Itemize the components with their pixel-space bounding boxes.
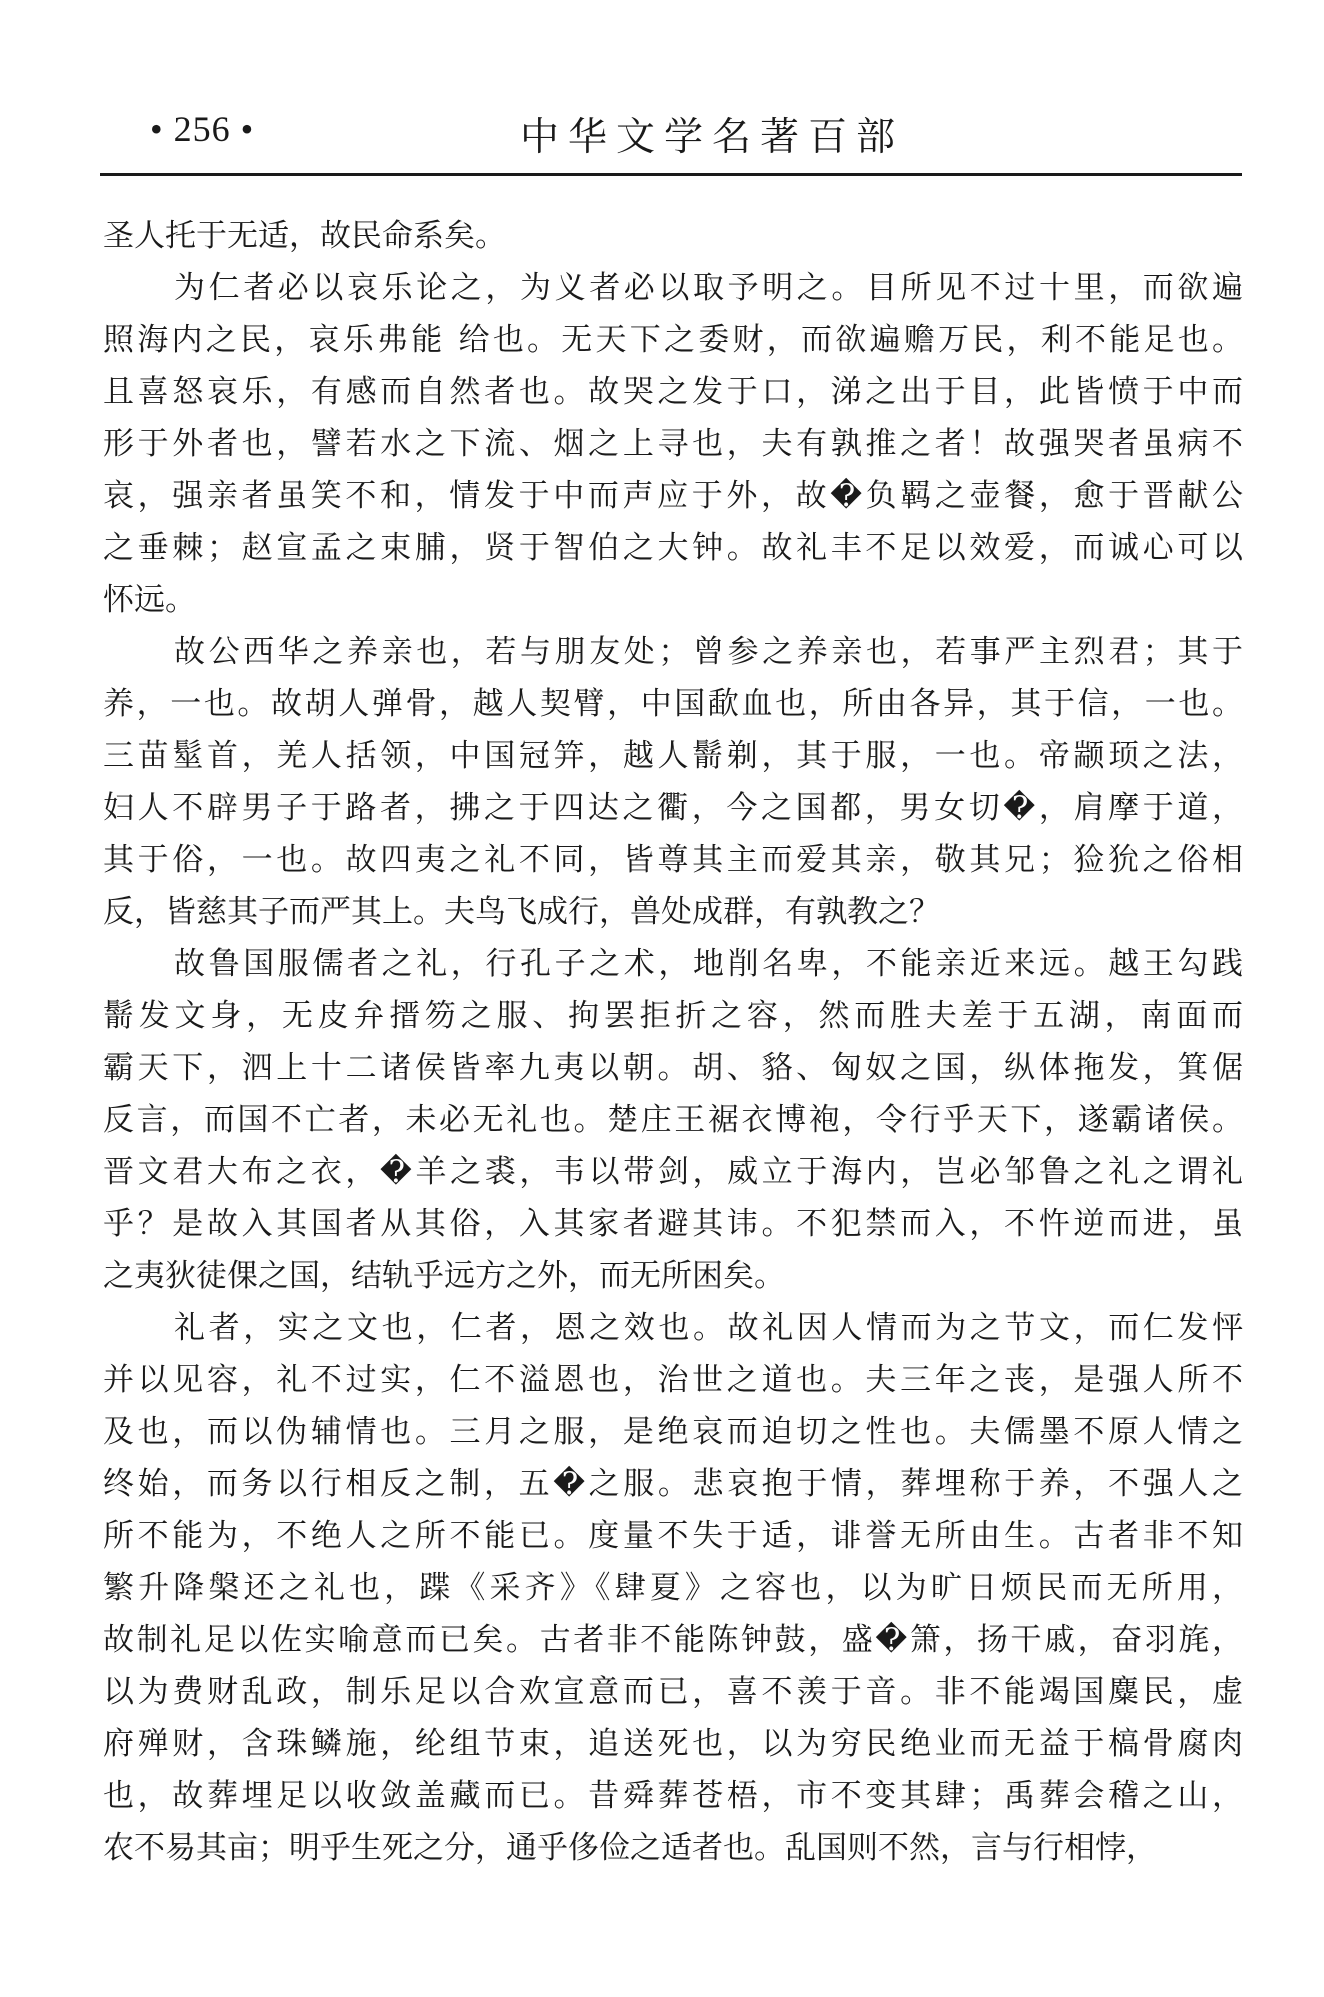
text-line: 鬋发文身，无皮弁搢笏之服、拘罢拒折之容，然而胜夫差于五湖，南面而 bbox=[103, 998, 1243, 1034]
paragraph bbox=[103, 1302, 1243, 1874]
book-title: 中华文学名著百部 bbox=[520, 115, 905, 160]
text-line: 并以见容，礼不过实，仁不溢恩也，治世之道也。夫三年之丧，是强人所不 bbox=[103, 1362, 1243, 1398]
text-line: 终始，而务以行相反之制，五�之服。悲哀抱于情，葬埋称于养，不强人之 bbox=[103, 1466, 1243, 1502]
text-line: 故鲁国服儒者之礼，行孔子之术，地削名卑，不能亲近来远。越王勾践 bbox=[174, 946, 1243, 982]
text-line: 照海内之民，哀乐弗能 给也。无天下之委财，而欲遍赡万民，利不能足也。 bbox=[103, 322, 1243, 358]
text-line: 反，皆慈其子而严其上。夫鸟飞成行，兽处成群，有孰教之？ bbox=[103, 894, 940, 930]
text-line: 所不能为，不绝人之所不能已。度量不失于适，诽誉无所由生。古者非不知 bbox=[103, 1518, 1243, 1554]
text-line: 府殚财，含珠鳞施，纶组节束，追送死也，以为穷民绝业而无益于槁骨腐肉 bbox=[103, 1726, 1243, 1762]
paragraph bbox=[103, 938, 1243, 1302]
text-line: 其于俗，一也。故四夷之礼不同，皆尊其主而爱其亲，敬其兄；猃狁之俗相 bbox=[103, 842, 1243, 878]
body-text bbox=[103, 210, 1243, 1874]
text-line: 之垂棘；赵宣孟之束脯，贤于智伯之大钟。故礼丰不足以效爱，而诚心可以 bbox=[103, 530, 1243, 566]
text-line: 繁升降槃还之礼也，蹀《采齐》《肆夏》之容也，以为旷日烦民而无所用， bbox=[103, 1570, 1243, 1606]
text-line: 礼者，实之文也，仁者，恩之效也。故礼因人情而为之节文，而仁发怦 bbox=[174, 1310, 1243, 1346]
text-line: 哀，强亲者虽笑不和，情发于中而声应于外，故�负羁之壶餐，愈于晋献公 bbox=[103, 478, 1243, 514]
text-line: 妇人不辟男子于路者，拂之于四达之衢，今之国都，男女切�，肩摩于道， bbox=[103, 790, 1243, 826]
text-line: 也，故葬埋足以收敛盖藏而已。昔舜葬苍梧，市不变其肆；禹葬会稽之山， bbox=[103, 1778, 1243, 1814]
text-line: 养，一也。故胡人弹骨，越人契臂，中国歃血也，所由各异，其于信，一也。 bbox=[103, 686, 1243, 722]
text-line: 怀远。 bbox=[103, 582, 196, 618]
text-line: 以为费财乱政，制乐足以合欢宣意而已，喜不羡于音。非不能竭国麋民，虚 bbox=[103, 1674, 1243, 1710]
paragraph bbox=[103, 626, 1243, 938]
text-line: 故制礼足以佐实喻意而已矣。古者非不能陈钟鼓，盛�箫，扬干戚，奋羽旄， bbox=[103, 1622, 1243, 1658]
page-number: • 256 • bbox=[150, 109, 255, 149]
text-line: 为仁者必以哀乐论之，为义者必以取予明之。目所见不过十里，而欲遍 bbox=[174, 270, 1243, 306]
text-line: 及也，而以伪辅情也。三月之服，是绝哀而迫切之性也。夫儒墨不原人情之 bbox=[103, 1414, 1243, 1450]
text-line: 农不易其亩；明乎生死之分，通乎侈俭之适者也。乱国则不然，言与行相悖， bbox=[103, 1830, 1157, 1866]
header-rule bbox=[100, 173, 1242, 176]
text-line: 乎？是故入其国者从其俗，入其家者避其讳。不犯禁而入，不忤逆而进，虽 bbox=[103, 1206, 1243, 1242]
text-line: 故公西华之养亲也，若与朋友处；曾参之养亲也，若事严主烈君；其于 bbox=[174, 634, 1243, 670]
text-line: 且喜怒哀乐，有感而自然者也。故哭之发于口，涕之出于目，此皆愤于中而 bbox=[103, 374, 1243, 410]
text-line: 之夷狄徒倮之国，结轨乎远方之外，而无所困矣。 bbox=[103, 1258, 785, 1294]
text-line: 晋文君大布之衣，�羊之裘，韦以带剑，威立于海内，岂必邹鲁之礼之谓礼 bbox=[103, 1154, 1243, 1190]
paragraph bbox=[103, 262, 1243, 626]
running-header bbox=[100, 104, 1242, 174]
text-line: 圣人托于无适，故民命系矣。 bbox=[103, 218, 506, 254]
text-line: 三苗髽首，羌人括领，中国冠笄，越人鬋剃，其于服，一也。帝颛顼之法， bbox=[103, 738, 1243, 774]
text-line: 霸天下，泗上十二诸侯皆率九夷以朝。胡、貉、匈奴之国，纵体拖发，箕倨 bbox=[103, 1050, 1243, 1086]
text-line: 形于外者也，譬若水之下流、烟之上寻也，夫有孰推之者！故强哭者虽病不 bbox=[103, 426, 1243, 462]
text-line: 反言，而国不亡者，未必无礼也。楚庄王裾衣博袍，令行乎天下，遂霸诸侯。 bbox=[103, 1102, 1243, 1138]
paragraph bbox=[103, 210, 1243, 262]
